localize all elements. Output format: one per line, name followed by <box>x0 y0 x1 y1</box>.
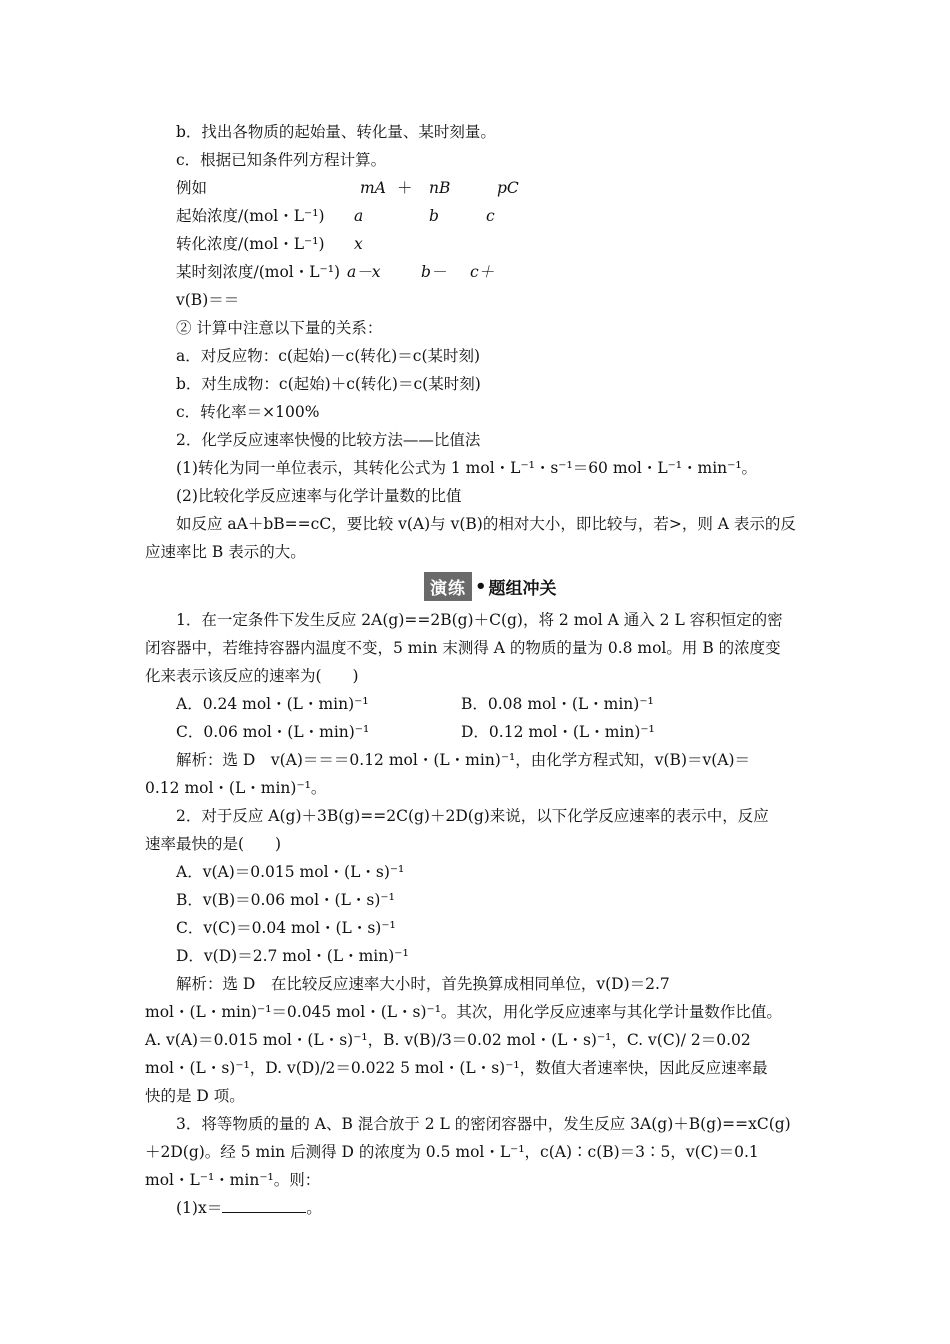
solution-line: mol・(L・min)⁻¹＝0.045 mol・(L・s)⁻¹。其次，用化学反应速率与其化学计量数作比值。 <box>145 1003 782 1021</box>
table-cell: b－ <box>421 263 447 281</box>
table-row-label: 某时刻浓度/(mol・L⁻¹) <box>176 263 340 281</box>
option-c: C．0.06 mol・(L・min)⁻¹ <box>176 723 370 741</box>
option-a: A．v(A)＝0.015 mol・(L・s)⁻¹ <box>176 863 405 881</box>
table-cell: ＋ <box>397 179 413 197</box>
table-cell: mA <box>360 179 386 197</box>
answer-blank[interactable] <box>222 1198 306 1213</box>
text-line: v(B)＝＝ <box>176 291 240 309</box>
option-d: D．v(D)＝2.7 mol・(L・min)⁻¹ <box>176 947 409 965</box>
solution-line: 快的是 D 项。 <box>145 1087 245 1105</box>
text-line: (2)比较化学反应速率与化学计量数的比值 <box>176 487 462 505</box>
text-line: ② 计算中注意以下量的关系： <box>176 319 383 337</box>
text-line: a．对反应物：c(起始)－c(转化)＝c(某时刻) <box>176 347 481 365</box>
sub-question-prefix: (1)x＝ <box>176 1199 223 1217</box>
option-b: B．0.08 mol・(L・min)⁻¹ <box>461 695 654 713</box>
question-line: ＋2D(g)。经 5 min 后测得 D 的浓度为 0.5 mol・L⁻¹，c(A)∶c(B)＝3∶5，v(C)＝0.1 <box>145 1143 759 1161</box>
table-cell: a－x <box>347 263 381 281</box>
question-line: 3．将等物质的量的 A、B 混合放于 2 L 的密闭容器中，发生反应 3A(g)＋B(g)==xC(g) <box>176 1115 791 1133</box>
question-line: 化来表示该反应的速率为( ) <box>145 667 359 685</box>
sub-question <box>176 1198 322 1218</box>
solution-line: 0.12 mol・(L・min)⁻¹。 <box>145 779 327 797</box>
option-c: C．v(C)＝0.04 mol・(L・s)⁻¹ <box>176 919 396 937</box>
banner-label: 演练 <box>424 572 472 601</box>
table-cell: c＋ <box>470 263 495 281</box>
banner-title: 题组冲关 <box>488 578 557 599</box>
table-row-label: 例如 <box>176 179 208 197</box>
text-line: 应速率比 B 表示的大。 <box>145 543 306 561</box>
sub-question-suffix: 。 <box>306 1199 322 1217</box>
table-cell: c <box>486 207 495 225</box>
text-line: c．转化率＝×100% <box>176 403 320 421</box>
text-line: (1)转化为同一单位表示，其转化公式为 1 mol・L⁻¹・s⁻¹＝60 mol・L⁻¹・min⁻¹。 <box>176 459 758 477</box>
table-row-label: 转化浓度/(mol・L⁻¹) <box>176 235 325 253</box>
table-cell: x <box>354 235 363 253</box>
table-cell: nB <box>429 179 451 197</box>
table-row-label: 起始浓度/(mol・L⁻¹) <box>176 207 325 225</box>
option-d: D．0.12 mol・(L・min)⁻¹ <box>461 723 655 741</box>
question-line: 2．对于反应 A(g)＋3B(g)==2C(g)＋2D(g)来说，以下化学反应速率的表示中，反应 <box>176 807 769 825</box>
question-line: 1．在一定条件下发生反应 2A(g)==2B(g)＋C(g)，将 2 mol A 通入 2 L 容积恒定的密 <box>176 611 783 629</box>
solution-line: 解析：选 D v(A)＝＝＝0.12 mol・(L・min)⁻¹，由化学方程式知，v(B)＝v(A)＝ <box>176 751 751 769</box>
table-cell: pC <box>497 179 519 197</box>
text-line: b．找出各物质的起始量、转化量、某时刻量。 <box>176 123 496 141</box>
section-banner <box>424 573 557 599</box>
table-cell: b <box>429 207 439 225</box>
banner-dot: • <box>475 575 487 597</box>
solution-line: 解析：选 D 在比较反应速率大小时，首先换算成相同单位，v(D)＝2.7 <box>176 975 670 993</box>
option-a: A．0.24 mol・(L・min)⁻¹ <box>176 695 369 713</box>
table-cell: a <box>354 207 364 225</box>
solution-line: A. v(A)＝0.015 mol・(L・s)⁻¹，B. v(B)/3＝0.02 mol・(L・s)⁻¹，C. v(C)/ 2＝0.02 <box>145 1031 751 1049</box>
text-line: 如反应 aA＋bB==cC，要比较 v(A)与 v(B)的相对大小，即比较与，若>，则 A 表示的反 <box>176 515 796 533</box>
question-line: mol・L⁻¹・min⁻¹。则： <box>145 1171 321 1189</box>
text-line: c．根据已知条件列方程计算。 <box>176 151 387 169</box>
question-line: 闭容器中，若维持容器内温度不变，5 min 末测得 A 的物质的量为 0.8 mol。用 B 的浓度变 <box>145 639 781 657</box>
text-line: b．对生成物：c(起始)＋c(转化)＝c(某时刻) <box>176 375 481 393</box>
solution-line: mol・(L・s)⁻¹，D. v(D)/2＝0.022 5 mol・(L・s)⁻¹，数值大者速率快，因此反应速率最 <box>145 1059 768 1077</box>
option-b: B．v(B)＝0.06 mol・(L・s)⁻¹ <box>176 891 395 909</box>
question-line: 速率最快的是( ) <box>145 835 282 853</box>
text-line: 2．化学反应速率快慢的比较方法——比值法 <box>176 431 481 449</box>
